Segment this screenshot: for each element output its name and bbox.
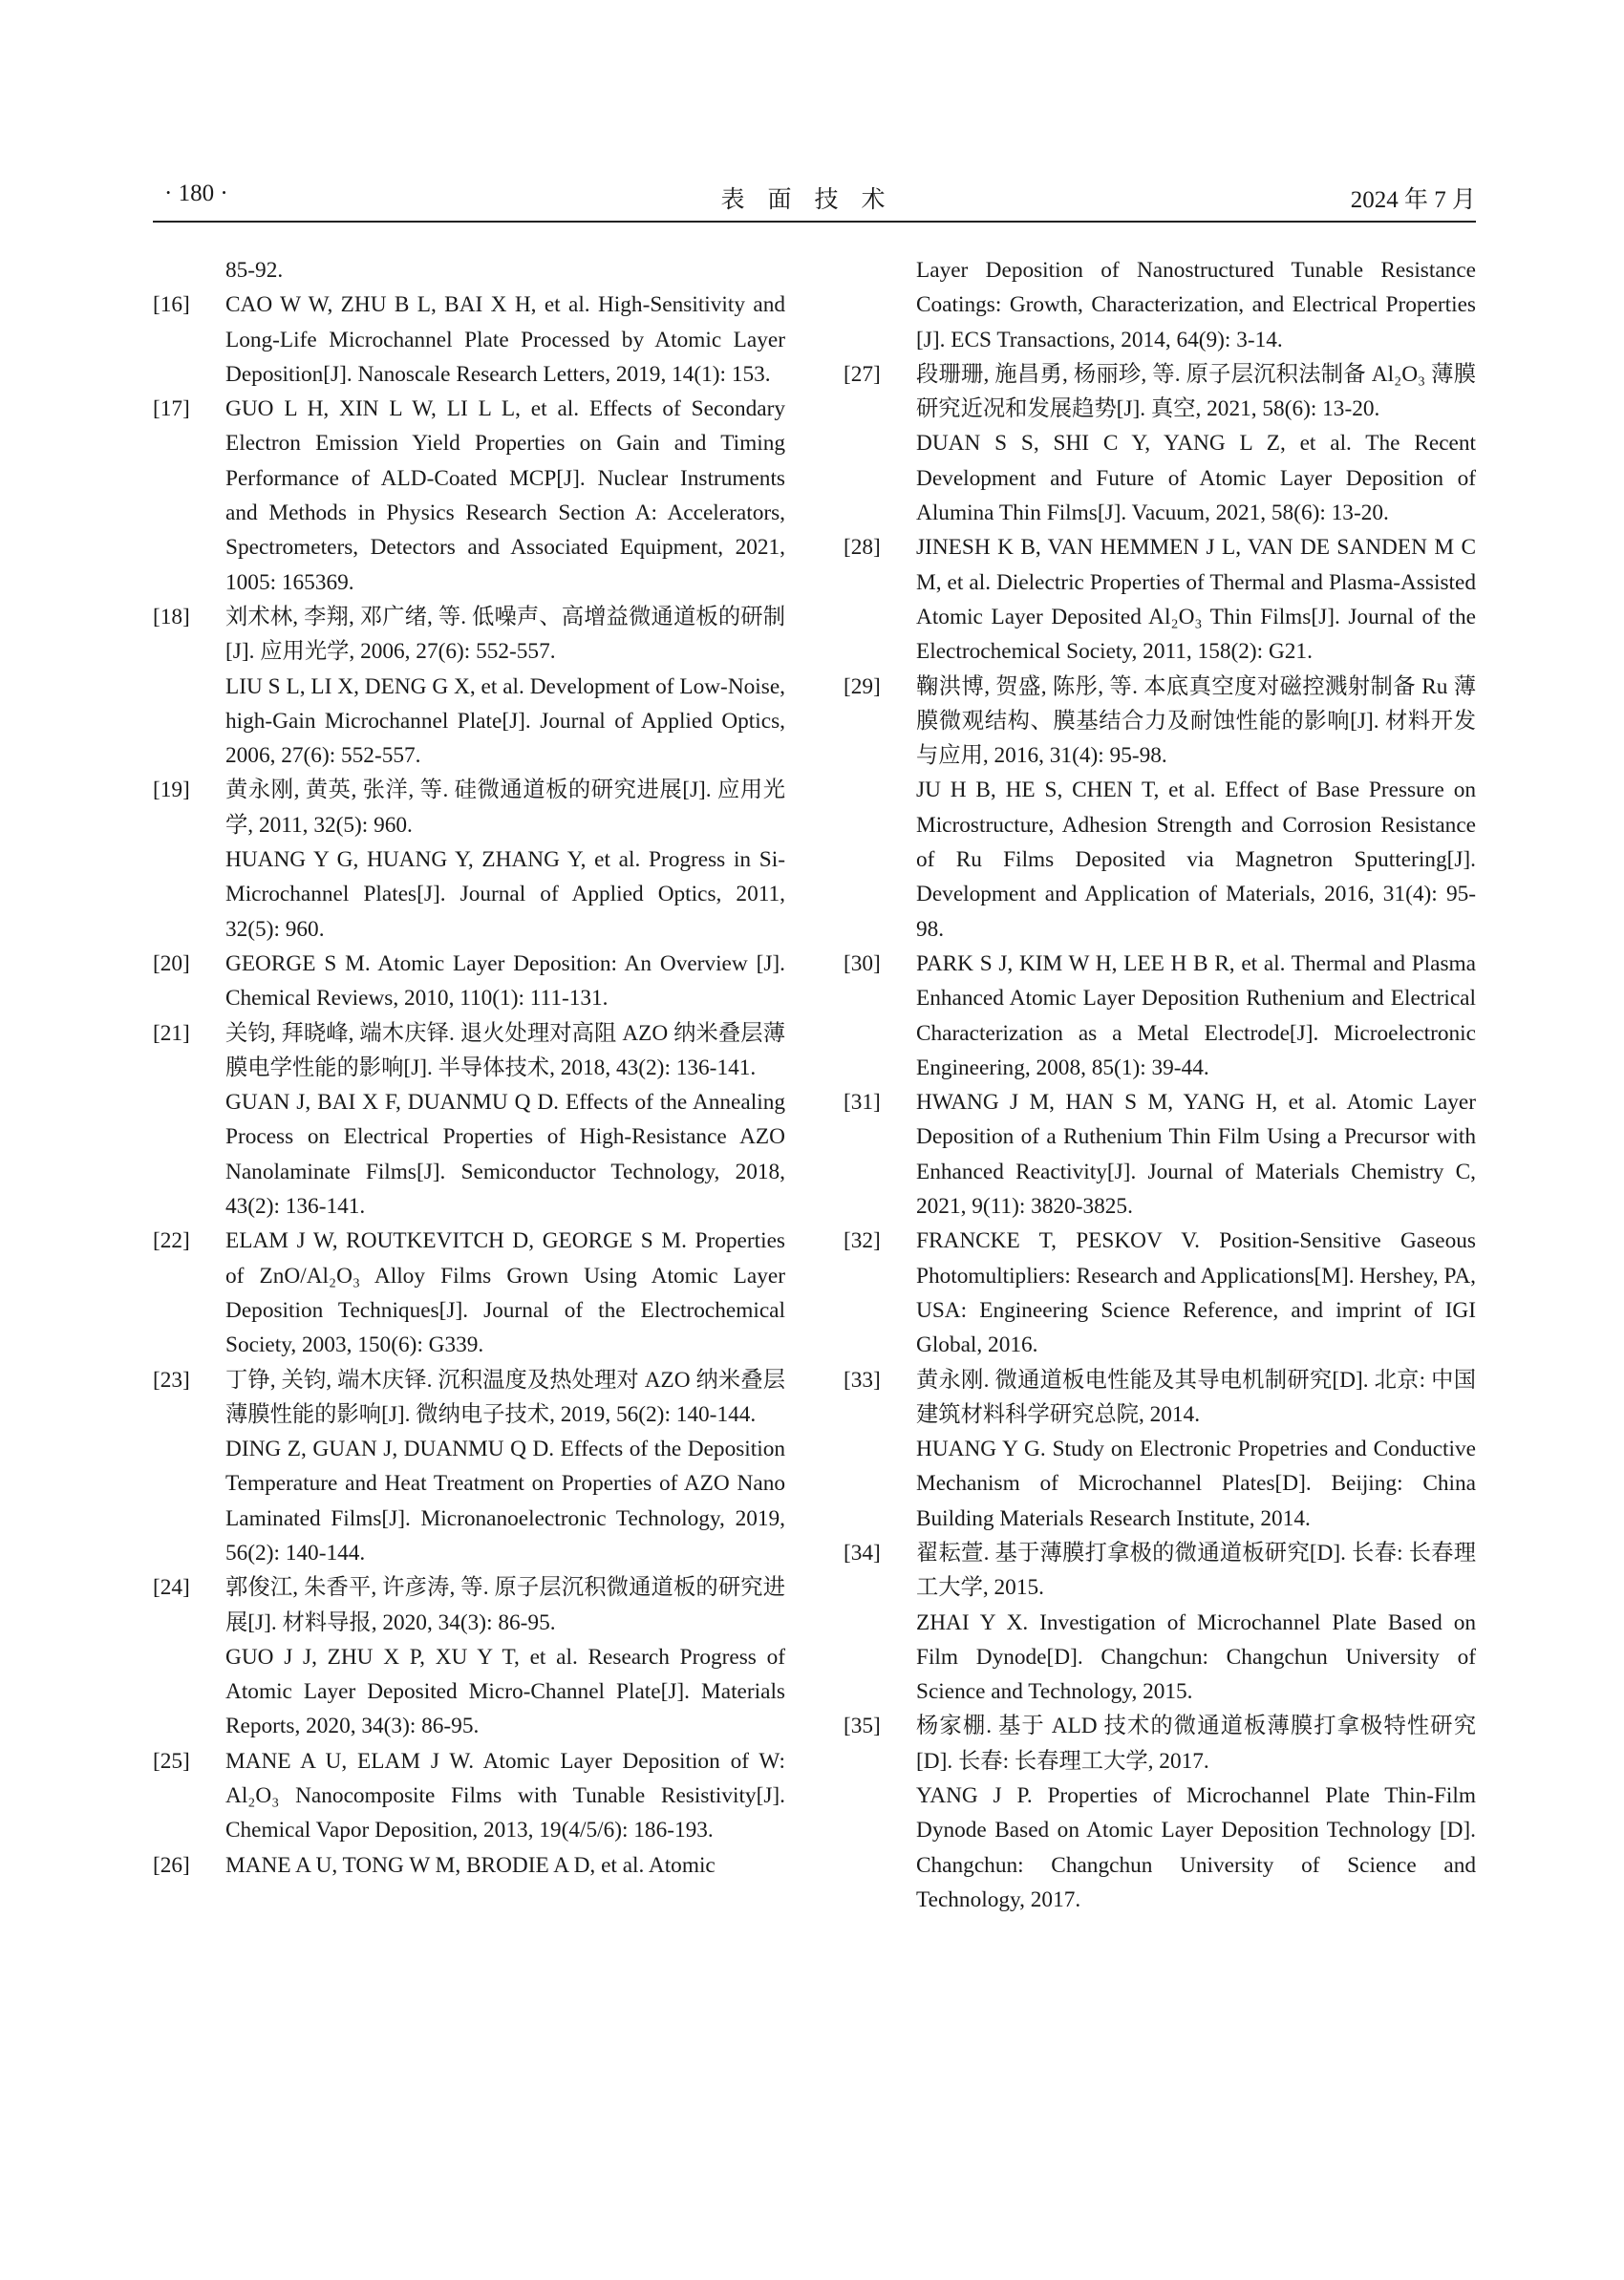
reference-item [153,947,785,1016]
reference-text: GUO J J, ZHU X P, XU Y T, et al. Research Progress of Atomic Layer Deposited Micro-Channel Plate[J]. Materials Reports, 2020, 34(3): 86-95. [225,1644,785,1739]
reference-text: HUANG Y G, HUANG Y, ZHANG Y, et al. Progress in Si-Microchannel Plates[J]. Journal of Applied Optics, 2011, 32(5): 960. [225,847,785,942]
left-column [153,253,785,1883]
reference-number: [34] [844,1540,881,1566]
reference-number: [19] [153,778,190,803]
reference-text: 段珊珊, 施昌勇, 杨丽珍, 等. 原子层沉积法制备 Al₂O₃ 薄膜研究近况和发展趋势[J]. 真空, 2021, 58(6): 13-20. [916,361,1476,422]
reference-text: 翟耘萱. 基于薄膜打拿极的微通道板研究[D]. 长春: 长春理工大学, 2015. [916,1540,1476,1601]
reference-text: HUANG Y G. Study on Electronic Propetries and Conductive Mechanism of Microchannel Plates[D]. Beijing: China Building Materials Research Institute, 2014. [916,1437,1476,1531]
reference-text: ELAM J W, ROUTKEVITCH D, GEORGE S M. Properties of ZnO/Al₂O₃ Alloy Films Grown Using Atomic Layer Deposition Techniques[J]. Journal of the Electrochemical Society, 2003, 150(6): G339. [225,1228,785,1358]
reference-number: [32] [844,1228,881,1254]
reference-text: PARK S J, KIM W H, LEE H B R, et al. Thermal and Plasma Enhanced Atomic Layer Deposition Ruthenium and Electrical Characterization as a Metal Electrode[J]. Microelectronic Engineering, 2008, 85(1): 39-44. [916,950,1476,1080]
reference-text: 郭俊江, 朱香平, 许彦涛, 等. 原子层沉积微通道板的研究进展[J]. 材料导报, 2020, 34(3): 86-95. [225,1575,785,1635]
reference-text: 杨家棚. 基于 ALD 技术的微通道板薄膜打拿极特性研究[D]. 长春: 长春理工大学, 2017. [916,1714,1476,1774]
reference-number: [18] [153,604,190,629]
reference-text: GUAN J, BAI X F, DUANMU Q D. Effects of the Annealing Process on Electrical Properties of High-Resistance AZO Nanolaminate Films[J]. Semiconductor Technology, 2018, 43(2): 136-141. [225,1090,785,1220]
reference-item [153,1848,785,1883]
reference-text: 丁铮, 关钧, 端木庆铎. 沉积温度及热处理对 AZO 纳米叠层薄膜性能的影响[J]. 微纳电子技术, 2019, 56(2): 140-144. [225,1367,785,1427]
reference-text: MANE A U, TONG W M, BRODIE A D, et al. Atomic [225,1852,716,1878]
reference-item [844,357,1476,530]
reference-number: [26] [153,1852,190,1878]
reference-number: [22] [153,1228,190,1254]
reference-text: JINESH K B, VAN HEMMEN J L, VAN DE SANDEN M C M, et al. Dielectric Properties of Thermal and Plasma-Assisted Atomic Layer Deposited Al₂O₃ Thin Films[J]. Journal of the Electrochemical Society, 2011, 158(2): G21. [916,535,1476,665]
reference-text: YANG J P. Properties of Microchannel Plate Thin-Film Dynode Based on Atomic Layer Deposition Technology [D]. Changchun: Changchun University of Science and Technology, 2017. [916,1783,1476,1912]
journal-title: 表面技术 [720,187,908,213]
running-header [153,175,1476,223]
continued-text: Layer Deposition of Nanostructured Tunable Resistance Coatings: Growth, Characterization, and Electrical Properties [J]. ECS Transactions, 2014, 64(9): 3-14. [916,258,1476,352]
continued-reference [844,253,1476,357]
reference-number: [29] [844,673,881,699]
issue-date: 2024 年 7 月 [1350,187,1476,213]
reference-list-right [844,357,1476,1917]
reference-item [153,1744,785,1848]
reference-number: [21] [153,1020,190,1046]
reference-number: [24] [153,1575,190,1601]
page-number: · 180 · [164,181,228,206]
reference-number: [31] [844,1090,881,1116]
reference-item [844,1709,1476,1917]
reference-text: 刘术林, 李翔, 邓广绪, 等. 低噪声、高增益微通道板的研制[J]. 应用光学, 2006, 27(6): 552-557. [225,604,785,665]
reference-item [844,670,1476,947]
continued-reference [153,253,785,288]
reference-text: 黄永刚, 黄英, 张洋, 等. 硅微通道板的研究进展[J]. 应用光学, 2011, 32(5): 960. [225,778,785,838]
reference-text: 黄永刚. 微通道板电性能及其导电机制研究[D]. 北京: 中国建筑材料科学研究总院, 2014. [916,1367,1476,1427]
reference-number: [20] [153,950,190,976]
continued-text: 85-92. [225,258,284,283]
reference-item [844,1085,1476,1224]
reference-text: GEORGE S M. Atomic Layer Deposition: An Overview [J]. Chemical Reviews, 2010, 110(1): 111-131. [225,950,785,1012]
reference-text: 关钧, 拜晓峰, 端木庆铎. 退火处理对高阻 AZO 纳米叠层薄膜电学性能的影响[J]. 半导体技术, 2018, 43(2): 136-141. [225,1020,785,1080]
reference-item [844,1363,1476,1536]
reference-item [153,288,785,392]
reference-item [153,600,785,773]
reference-text: ZHAI Y X. Investigation of Microchannel Plate Based on Film Dynode[D]. Changchun: Changchun University of Science and Technology, 2015. [916,1609,1476,1705]
reference-number: [25] [153,1748,190,1774]
reference-item [844,530,1476,669]
reference-text: DING Z, GUAN J, DUANMU Q D. Effects of the Deposition Temperature and Heat Treatment on Properties of AZO Nano Laminated Films[J]. Micronanoelectronic Technology, 2019, 56(2): 140-144. [225,1437,785,1566]
reference-item [844,1224,1476,1362]
reference-text: JU H B, HE S, CHEN T, et al. Effect of Base Pressure on Microstructure, Adhesion Strength and Corrosion Resistance of Ru Films Deposited via Magnetron Sputtering[J]. Development and Application of Materials, 2016, 31(4): 95-98. [916,778,1476,942]
reference-number: [16] [153,292,190,318]
reference-item [844,947,1476,1085]
reference-text: HWANG J M, HAN S M, YANG H, et al. Atomic Layer Deposition of a Ruthenium Thin Film Using a Precursor with Enhanced Reactivity[J]. Journal of Materials Chemistry C, 2021, 9(11): 3820-3825. [916,1090,1476,1220]
reference-text: CAO W W, ZHU B L, BAI X H, et al. High-Sensitivity and Long-Life Microchannel Plate Processed by Atomic Layer Deposition[J]. Nanoscale Research Letters, 2019, 14(1): 153. [225,292,785,387]
reference-item [844,1536,1476,1709]
reference-item [153,773,785,946]
right-column [844,253,1476,1917]
reference-text: 鞠洪博, 贺盛, 陈彤, 等. 本底真空度对磁控溅射制备 Ru 薄膜微观结构、膜基结合力及耐蚀性能的影响[J]. 材料开发与应用, 2016, 31(4): 95-98. [916,673,1476,769]
reference-number: [23] [153,1367,190,1393]
reference-number: [28] [844,535,881,561]
reference-number: [35] [844,1714,881,1739]
reference-text: LIU S L, LI X, DENG G X, et al. Development of Low-Noise, high-Gain Microchannel Plate[J]. Journal of Applied Optics, 2006, 27(6): 552-557. [225,673,785,769]
reference-item [153,1363,785,1571]
reference-number: [27] [844,361,881,387]
reference-text: FRANCKE T, PESKOV V. Position-Sensitive Gaseous Photomultipliers: Research and Applications[M]. Hershey, PA, USA: Engineering Science Reference, and imprint of IGI Global, 2016. [916,1228,1476,1358]
reference-item [153,1570,785,1743]
reference-item [153,1016,785,1225]
reference-text: GUO L H, XIN L W, LI L L, et al. Effects of Secondary Electron Emission Yield Properties on Gain and Timing Performance of ALD-Coated MCP[J]. Nuclear Instruments and Methods in Physics Research Section A: Accelerators, Spectrometers, Detectors and Associated Equipment, 2021, 1005: 165369. [225,396,785,595]
reference-text: DUAN S S, SHI C Y, YANG L Z, et al. The Recent Development and Future of Atomic Layer Deposition of Alumina Thin Films[J]. Vacuum, 2021, 58(6): 13-20. [916,431,1476,526]
reference-text: MANE A U, ELAM J W. Atomic Layer Deposition of W: Al₂O₃ Nanocomposite Films with Tunable Resistivity[J]. Chemical Vapor Deposition, 2013, 19(4/5/6): 186-193. [225,1748,785,1843]
reference-number: [17] [153,396,190,422]
reference-item [153,1224,785,1362]
reference-number: [33] [844,1367,881,1393]
reference-list-left [153,288,785,1883]
reference-item [153,392,785,600]
reference-number: [30] [844,950,881,976]
